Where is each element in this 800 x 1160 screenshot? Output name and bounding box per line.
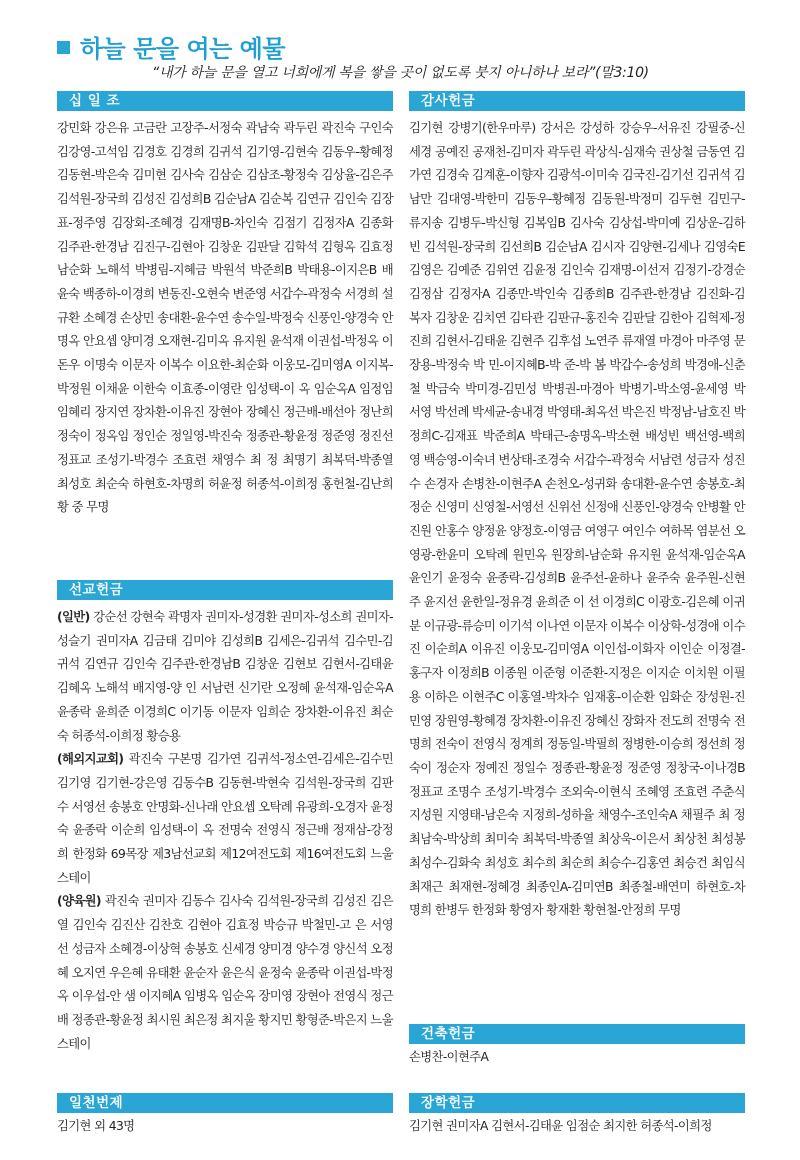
building-names: 손병찬-이현주A <box>409 1050 489 1064</box>
tithe-header: 십 일 조 <box>57 91 393 111</box>
missions-header: 선교헌금 <box>57 580 393 600</box>
building-section <box>409 1024 745 1070</box>
missions-general-label: (일반) <box>57 610 90 624</box>
tithe-names: 강민화 강은유 고금란 고장주-서정숙 곽남숙 곽두린 곽진숙 구인숙 김강영-고석임 김경호 김경희 김귀석 김기영-김현숙 김동우-황혜정 김동현-박은숙 김미현 김사숙 김삼순 김삼조-황정숙 김상율-김은주 김석원-장국희 김성진 김성희B 김순남A 김순복 김연규 김인숙 김장표-정주영 김장회-조혜경 김재명B-차인숙 김점기 김정자A 김종화 김주관-한경남 김진구-김현아 김창운 김판달 김학석 김형옥 김효정 남순화 노해석 박병림-지혜금 박원석 박준희B 박태용-이지은B 배윤숙 백종하-이경희 변동진-오현숙 변준영 서갑수-곽정숙 서경희 설규환 소혜경 손상민 송대환-윤수연 송수일-박정숙 신풍인-양경숙 안명옥 안요셉 양미경 오재현-김미옥 유지원 윤석재 이권섭-박정옥 이돈우 이명숙 이문자 이복수 이요한-최순화 이웅모-김미영A 이지복-박정원 이채윤 이한숙 이효종-이영란 임성택-이 옥 임순옥A 임정임 임혜리 장지연 장차환-이유진 장현아 장혜신 정근배-배선아 정난희 정숙이 정옥임 정인순 정일영-박진숙 정종관-황윤정 정준영 정진선 정표교 조성기-박경수 조효련 채영수 최 정 최명기 최복덕-박종열 최성호 최순숙 하현호-차명희 허윤정 허종석-이희정 홍헌철-김난희 황 중 무명 <box>57 121 393 515</box>
thanksgiving-section <box>409 91 745 923</box>
first-fruits-section <box>57 1093 393 1139</box>
missions-nursery <box>57 890 393 1056</box>
building-header: 건축헌금 <box>409 1024 745 1044</box>
missions-nursery-label: (양육원) <box>57 894 101 909</box>
missions-general-names: 강순선 강현숙 곽명자 권미자-성경환 권미자-성소희 권미자-성슬기 권미자A 김금태 김미야 김성희B 김세은-김귀석 김수민-김귀석 김연규 김인숙 김주관-한경남B 김창운 김현보 김현서-김태윤 김혜옥 노해석 배지영-양 인 서남련 신기란 오정혜 윤석재-임순옥A 윤종락 윤희준 이경희C 이기동 이문자 임희순 장차환-이유진 최순숙 허종석-이희정 황승용 <box>57 610 393 743</box>
scholarship-section <box>409 1093 745 1139</box>
missions-body <box>57 606 393 1056</box>
page-header <box>57 30 285 62</box>
bible-verse: “내가 하늘 문을 열고 너희에게 복을 쌓을 곳이 없도록 붓지 아니하나 보라”(말3:10) <box>152 65 649 81</box>
first-fruits-names: 김기현 외 43명 <box>57 1119 135 1133</box>
missions-general <box>57 606 393 748</box>
tithe-section <box>57 91 393 520</box>
page-title: 하늘 문을 여는 예물 <box>80 34 286 63</box>
missions-nursery-names: 곽진숙 권미자 김동수 김사숙 김석원-장국희 김성진 김은열 김인숙 김진산 김찬호 김현아 김효정 박승규 박철민-고 은 서영선 성금자 소혜경-이상혁 송봉호 신세경 양미경 양수경 양신석 오정혜 오지연 우은혜 유태환 윤순자 윤은식 윤정숙 윤종락 이권섭-박정옥 이우섭-안 샘 이지혜A 임병옥 임순옥 장미영 장현아 전영식 정근배 정종관-황윤정 최시원 최은정 최지울 황지민 황형준-박은지 느울스테이 <box>57 894 393 1051</box>
scholarship-header: 장학헌금 <box>409 1093 745 1113</box>
scholarship-names: 김기현 권미자A 김현서-김태윤 임점순 최지한 허종석-이희정 <box>409 1119 712 1133</box>
missions-overseas-names: 곽진숙 구본명 김가연 김귀석-정소연-김세은-김수민 김기영 김기현-강은영 김동수B 김동현-박현숙 김석원-장국희 김판수 서영선 송봉호 안명화-신나래 안요셉 오탁례 유광희-오경자 윤정숙 윤종락 이순희 임성택-이 옥 전명숙 전영식 정근배 정재삼-강정희 한정화 69목장 제3남선교회 제12여전도회 제16여전도회 느울스테이 <box>57 752 393 885</box>
missions-overseas-label: (해외지교회) <box>57 752 124 767</box>
missions-overseas <box>57 748 393 890</box>
first-fruits-header: 일천번제 <box>57 1093 393 1113</box>
title-square-icon <box>57 41 70 54</box>
thanksgiving-header: 감사헌금 <box>409 91 745 111</box>
thanksgiving-names: 김기현 강병기(한우마루) 강서은 강성하 강승우-서유진 강필중-신세경 공예진 공재천-김미자 곽두린 곽상식-심재숙 권상철 금동연 김가연 김경숙 김계훈-이향자 김광석-이미숙 김국진-김기선 김귀석 김남만 김대영-박한미 김동우-황혜정 김동원-박정미 김두현 김민구-류지송 김병두-박신형 김복임B 김사숙 김상섭-박미예 김상운-김하빈 김석원-장국희 김선희B 김순남A 김시자 김양현-김세나 김영숙E 김영은 김예준 김위연 김윤정 김인숙 김재명-이선저 김정기-강경순 김정삼 김정자A 김종만-박인숙 김종희B 김주관-한경남 김진화-김복자 김창운 김치연 김타관 김판규-홍진숙 김판달 김한아 김혁제-정진희 김현서-김태윤 김현주 김후섭 노연주 류재열 마경아 마주영 문장용-박정숙 박 민-이지혜B-박 준-박 봄 박갑수-송성희 박경애-신춘철 박금숙 박미경-김민성 박병권-마경아 박병기-박소영-윤세영 박서영 박선례 박세균-송내경 박영태-최옥선 박은진 박정남-남호진 박정희C-김재표 박준희A 박태근-송명옥-박소현 배성빈 백선영-백희영 백승영-이숙녀 변상태-조경숙 서갑수-곽정숙 서남련 성금자 성진수 손경자 손병찬-이현주A 손천오-성귀화 송대환-윤수연 송봉호-최정순 신영미 신영철-서영선 신위선 신정애 신풍인-양경숙 안병활 안진원 안홍수 양정윤 양정호-이영금 여영구 여인수 여하목 염분선 오영광-한윤미 오탁례 원민옥 원장희-남순화 유지원 윤석재-임순옥A 윤인기 윤정숙 윤종락-김성희B 윤주선-윤하나 윤주숙 윤주원-신현주 윤지선 윤한일-정유경 윤희준 이 선 이경희C 이광호-김은혜 이귀분 이규광-류승미 이기석 이나연 이문자 이복수 이상학-성경애 이수진 이순희A 이유진 이웅모-김미영A 이인섭-이화자 이인순 이정결-홍구자 이정희B 이종원 이준형 이준환-지정은 이지순 이치원 이필용 이하은 이현주C 이홍열-박차수 임재홍-이순환 임화순 장성원-진민영 장원영-황혜경 장차환-이유진 장혜신 장화자 전도희 전명숙 전명희 전숙이 전영식 정계희 정동일-박필희 정병한-이승희 정선희 정숙이 정순자 정예진 정일수 정종관-황윤정 정준영 정창국-이나경B 정표교 조명수 조성기-박경수 조외숙-이현식 조혜영 조효련 주춘식 지성원 지영태-남은숙 지정희-성하율 채영수-조인숙A 채필주 최 정 최남숙-박상희 최미숙 최복덕-박종열 최상욱-이은서 최상천 최성봉 최성수-김화숙 최성호 최수희 최순희 최승수-김홍연 최승건 최임식 최재근 최재현-정혜경 최종인A-김미연B 최종철-배연미 하현호-차명희 한병두 한정화 황영자 황재환 황현철-안정희 무명 <box>409 121 745 918</box>
missions-section <box>57 580 393 1056</box>
